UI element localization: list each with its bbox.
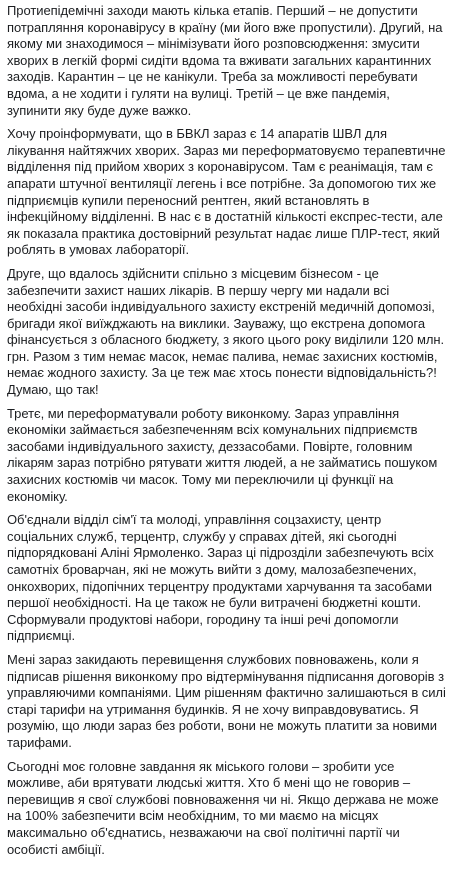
paragraph-main-task: Сьогодні моє головне завдання як міського голови – зробити усе можливе, аби врятувати людські життя. Хто б мені що не говорив – перевищив я свої службові повноваження чи ні. Якщо держава не може на 100% забезпечити всім необхідним, то ми маємо на місцях максимально об'єднатись, незважаючи на свої політичні партії чи особисті амбіції.: [7, 758, 439, 857]
paragraph-ventilators: Хочу проінформувати, що в БВКЛ зараз є 14 апаратів ШВЛ для лікування найтяжчих хворих. Зараз ми переформатовуємо терапевтичне відділення під прийом хворих з коронавірусом. Там є реанімація, там є апарати штучної вентиляції легень і все потрібне. За допомогою тих же підприємців купили переносний рентген, який встановлять в інфекційному відділенні. В нас є в достатній кількості експрес-тести, але як показала практика достовірний результат надає лише ПЛР-тест, який роблять в умовах лабораторії.: [7, 126, 446, 258]
paragraph-doctor-protection: Друге, що вдалось здійснити спільно з місцевим бізнесом - це забезпечити захист наших лікарів. В першу чергу ми надали всі необхідні засоби індивідуального захисту екстреній медичній допомозі, бригади якої виїжджають на виклики. Зауважу, що екстрена допомога фінансується з обласного бюджету, з якого цього року виділили 120 млн. грн. Разом з тим немає масок, немає палива, немає захисних костюмів, немає жодного захисту. За це теж має хтось понести відповідальність?! Думаю, що так!: [7, 265, 445, 398]
paragraph-executive-committee: Третє, ми переформатували роботу виконкому. Зараз управління економіки займається забезпеченням всіх комунальних підприємств засобами індивідуального захисту, деззасобами. Повірте, головним лікарям зараз потрібно рятувати життя людей, а не займатись пошуком захисних костюмів чи масок. Тому ми переключили ці функції на економіку.: [7, 405, 438, 504]
paragraph-tariffs: Мені зараз закидають перевищення службових повноважень, коли я підписав рішення виконкому про відтермінування підписання договорів з управляючими компаніями. Цим рішенням фактично залишаються в силі старі тарифи на утримання будинків. Я не хочу виправдовуватись. Я розумію, що люди зараз без роботи, вони не можуть платити за новими тарифами.: [7, 651, 446, 750]
paragraph-stages: Протиепідемічні заходи мають кілька етапів. Перший – не допустити потрапляння коронавірусу в країну (ми його вже пропустили). Другий, на якому ми знаходимося – мінімізувати його розповсюдження: змусити хворих в легкій формі сидіти вдома та вживати загальних карантинних заходів. Карантин – це не канікули. Треба за можливості перебувати вдома, а не ходити і гуляти на вулиці. Третій – це вже пандемія, зупинити яку буде дуже важко.: [7, 3, 443, 118]
paragraph-social-services: Об'єднали відділ сім'ї та молоді, управління соцзахисту, центр соціальних служб, терцентр, службу у справах дітей, які сьогодні підпорядковані Аліні Ярмоленко. Зараз ці підрозділи забезпечують всіх самотніх броварчан, які не можуть вийти з дому, малозабезпечених, онкохворих, підопічних терцентру продуктами харчування та засобами першої необхідності. На це також не були витрачені бюджетні кошти. Сформували продуктові набори, городину та інші речі допомогли підприємці.: [7, 512, 434, 644]
